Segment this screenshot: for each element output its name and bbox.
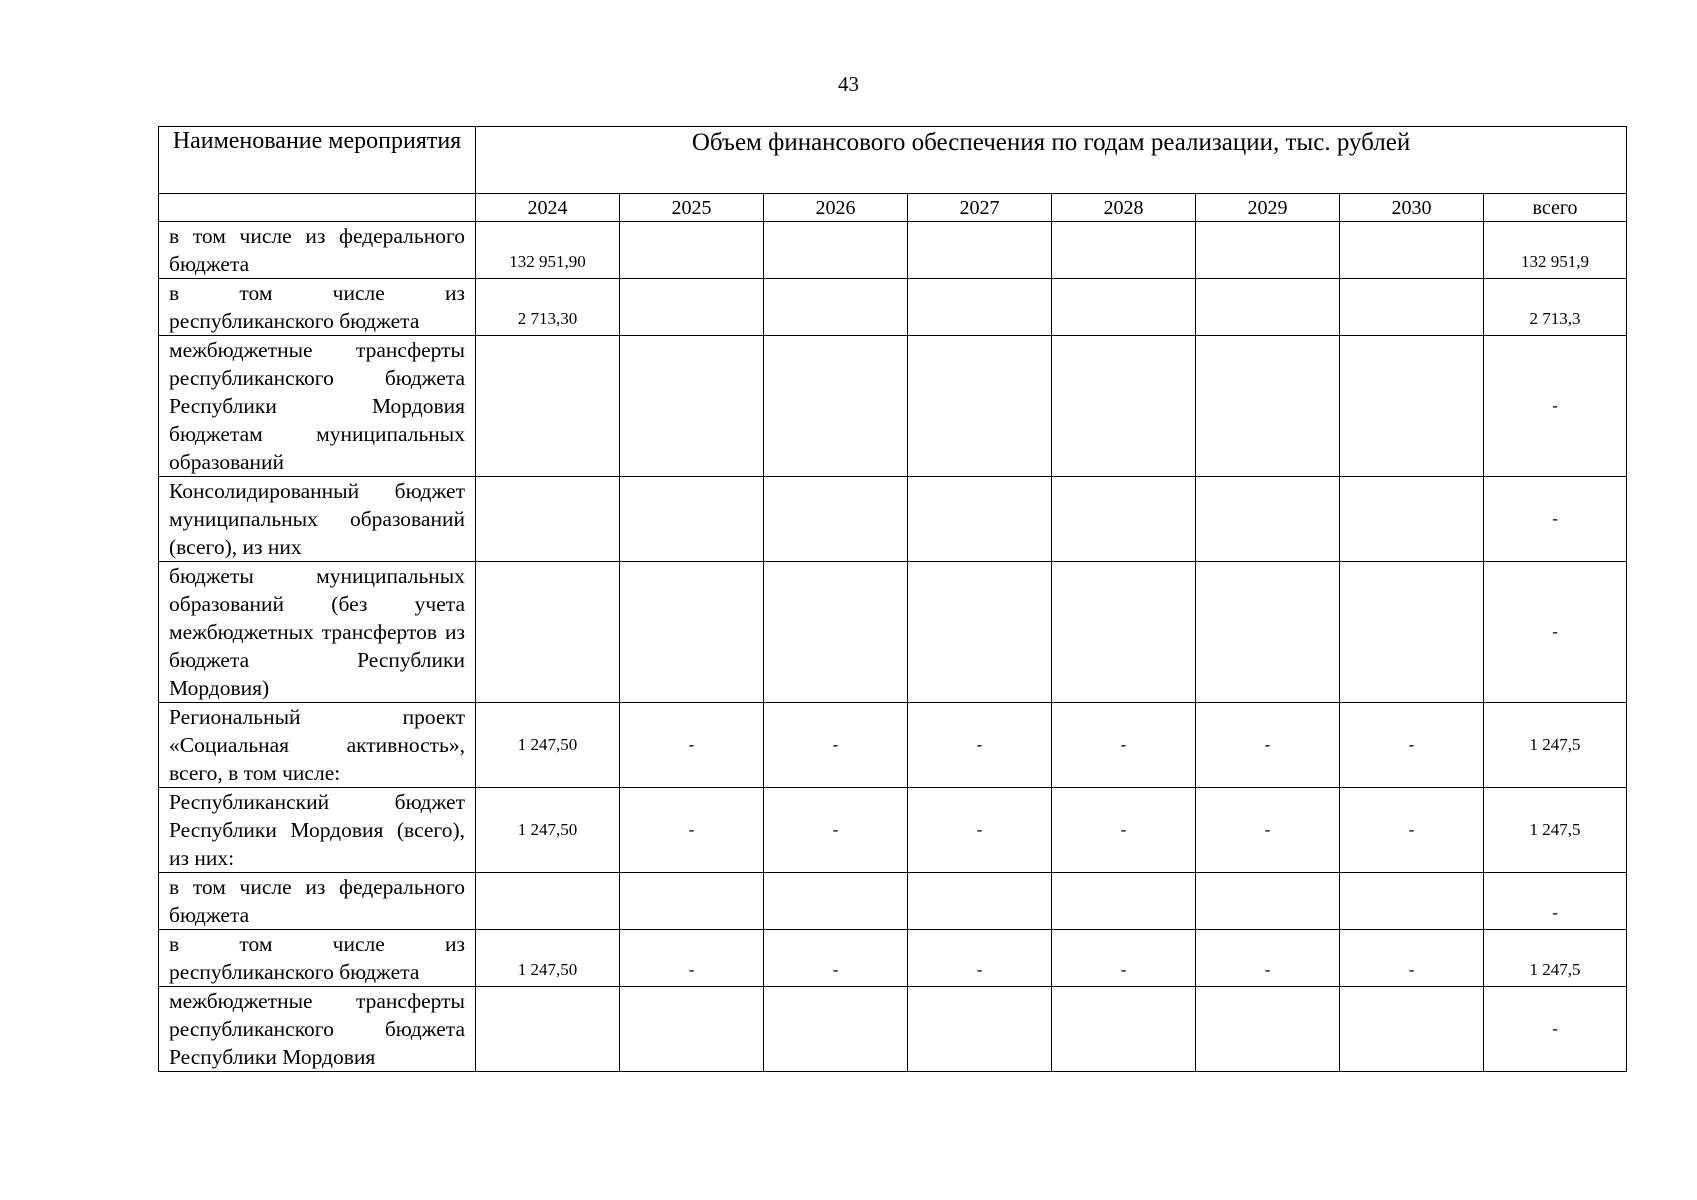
row-year-value: -	[620, 930, 764, 987]
row-year-value	[620, 279, 764, 336]
row-year-value	[908, 987, 1052, 1072]
row-year-value	[1340, 987, 1484, 1072]
row-total-value: 132 951,9	[1484, 222, 1627, 279]
row-year-value: 2 713,30	[476, 279, 620, 336]
row-year-value	[764, 987, 908, 1072]
row-year-value	[1340, 873, 1484, 930]
row-total-value: 1 247,5	[1484, 703, 1627, 788]
row-year-value: -	[908, 703, 1052, 788]
year-header: 2028	[1052, 194, 1196, 222]
table-row	[159, 873, 1627, 930]
page-number: 43	[838, 72, 859, 96]
row-year-value	[764, 873, 908, 930]
year-header: 2030	[1340, 194, 1484, 222]
row-year-value: -	[1196, 703, 1340, 788]
row-year-value	[764, 222, 908, 279]
row-year-value	[1196, 222, 1340, 279]
row-name: в том числе из республиканского бюджета	[159, 279, 476, 336]
total-header: всего	[1484, 194, 1627, 222]
row-year-value	[620, 222, 764, 279]
row-year-value	[1052, 477, 1196, 562]
row-year-value: -	[764, 703, 908, 788]
row-name: межбюджетные трансферты республиканского бюджета Республики Мордовия бюджетам муниципальных образований	[159, 336, 476, 477]
row-year-value: -	[764, 788, 908, 873]
row-total-value: -	[1484, 562, 1627, 703]
table-row	[159, 279, 1627, 336]
table-row	[159, 336, 1627, 477]
row-year-value: 132 951,90	[476, 222, 620, 279]
table-row	[159, 930, 1627, 987]
row-year-value: -	[620, 788, 764, 873]
row-year-value	[764, 279, 908, 336]
row-year-value: -	[1196, 788, 1340, 873]
row-year-value: 1 247,50	[476, 930, 620, 987]
row-name: Республиканский бюджет Республики Мордовия (всего), из них:	[159, 788, 476, 873]
row-year-value	[1052, 222, 1196, 279]
row-year-value: -	[1340, 788, 1484, 873]
row-year-value	[764, 562, 908, 703]
row-year-value: -	[1052, 930, 1196, 987]
financing-table	[158, 126, 1627, 1072]
row-year-value: 1 247,50	[476, 788, 620, 873]
row-year-value: -	[1340, 930, 1484, 987]
row-total-value: -	[1484, 873, 1627, 930]
row-year-value: -	[1052, 703, 1196, 788]
row-year-value: -	[1196, 930, 1340, 987]
years-row	[159, 194, 1627, 222]
table-row	[159, 562, 1627, 703]
row-year-value	[476, 987, 620, 1072]
row-year-value: -	[908, 788, 1052, 873]
row-name: в том числе из федерального бюджета	[159, 873, 476, 930]
row-year-value	[764, 477, 908, 562]
row-total-value: -	[1484, 477, 1627, 562]
row-year-value	[1196, 279, 1340, 336]
row-year-value	[1196, 477, 1340, 562]
row-year-value	[620, 987, 764, 1072]
row-total-value: 1 247,5	[1484, 788, 1627, 873]
row-year-value: -	[1340, 703, 1484, 788]
row-total-value: 2 713,3	[1484, 279, 1627, 336]
row-year-value	[476, 873, 620, 930]
year-header: 2024	[476, 194, 620, 222]
row-year-value	[1052, 279, 1196, 336]
row-year-value	[1196, 873, 1340, 930]
header-volume-title: Объем финансового обеспечения по годам реализации, тыс. рублей	[476, 127, 1627, 194]
row-name: межбюджетные трансферты республиканского бюджета Республики Мордовия	[159, 987, 476, 1072]
row-year-value	[908, 279, 1052, 336]
years-row-empty-cell	[159, 194, 476, 222]
row-name: в том числе из федерального бюджета	[159, 222, 476, 279]
row-year-value	[620, 873, 764, 930]
row-year-value	[476, 477, 620, 562]
row-year-value	[476, 562, 620, 703]
row-year-value	[1340, 477, 1484, 562]
row-year-value	[764, 336, 908, 477]
row-year-value	[908, 222, 1052, 279]
row-year-value	[1052, 987, 1196, 1072]
header-name-column: Наименование мероприятия	[159, 127, 476, 194]
year-header: 2027	[908, 194, 1052, 222]
row-total-value: -	[1484, 987, 1627, 1072]
row-name: бюджеты муниципальных образований (без учета межбюджетных трансфертов из бюджета Республики Мордовия)	[159, 562, 476, 703]
row-year-value	[1196, 336, 1340, 477]
row-year-value: -	[764, 930, 908, 987]
row-year-value	[1340, 562, 1484, 703]
table-row	[159, 987, 1627, 1072]
table-row	[159, 788, 1627, 873]
row-year-value: -	[620, 703, 764, 788]
row-year-value	[1340, 279, 1484, 336]
row-year-value	[1340, 222, 1484, 279]
row-year-value	[1052, 336, 1196, 477]
row-year-value	[908, 336, 1052, 477]
header-row	[159, 127, 1627, 194]
table-row	[159, 222, 1627, 279]
table-row	[159, 703, 1627, 788]
row-year-value	[476, 336, 620, 477]
row-year-value: 1 247,50	[476, 703, 620, 788]
row-year-value	[908, 562, 1052, 703]
row-name: Консолидированный бюджет муниципальных образований (всего), из них	[159, 477, 476, 562]
row-name: Региональный проект «Социальная активность», всего, в том числе:	[159, 703, 476, 788]
year-header: 2025	[620, 194, 764, 222]
row-year-value	[1052, 873, 1196, 930]
row-year-value	[620, 477, 764, 562]
row-year-value: -	[908, 930, 1052, 987]
row-year-value	[620, 562, 764, 703]
row-year-value	[1052, 562, 1196, 703]
row-year-value	[1196, 562, 1340, 703]
row-name: в том числе из республиканского бюджета	[159, 930, 476, 987]
row-year-value	[620, 336, 764, 477]
row-year-value: -	[1052, 788, 1196, 873]
row-year-value	[908, 477, 1052, 562]
row-total-value: -	[1484, 336, 1627, 477]
row-total-value: 1 247,5	[1484, 930, 1627, 987]
row-year-value	[1340, 336, 1484, 477]
year-header: 2026	[764, 194, 908, 222]
table-row	[159, 477, 1627, 562]
row-year-value	[908, 873, 1052, 930]
row-year-value	[1196, 987, 1340, 1072]
year-header: 2029	[1196, 194, 1340, 222]
